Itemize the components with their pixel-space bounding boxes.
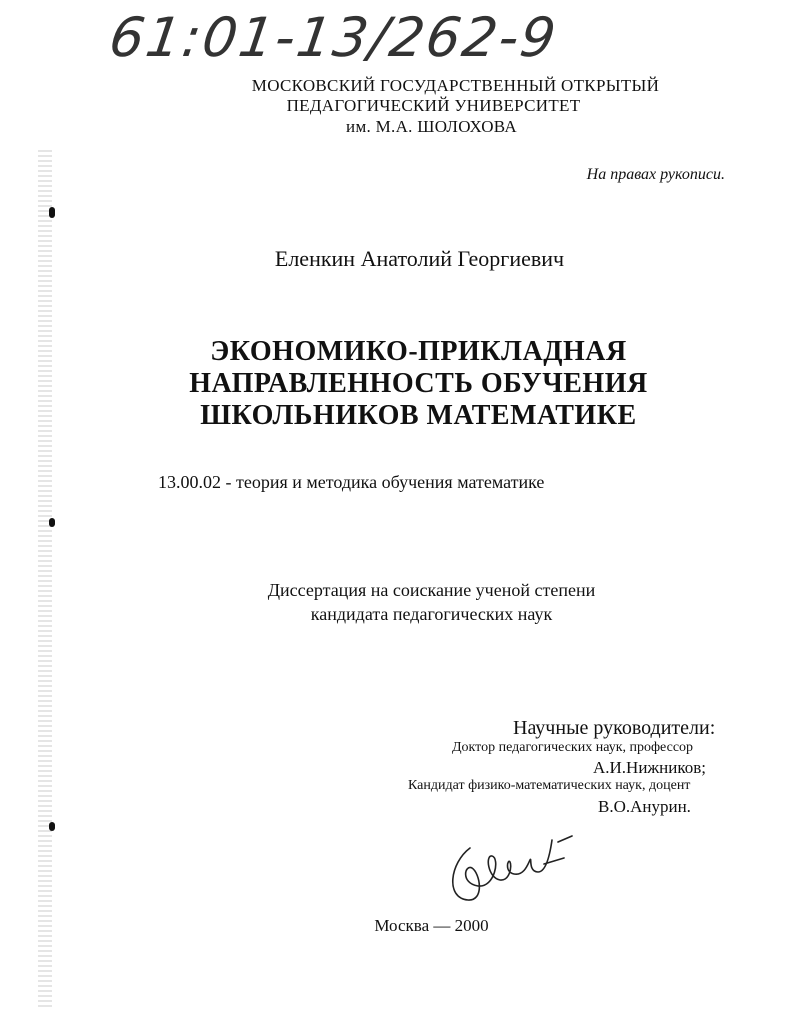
manuscript-rights-note: На правах рукописи. <box>586 166 725 183</box>
author-name: Еленкин Анатолий Георгиевич <box>274 246 565 271</box>
degree-statement-line1: Диссертация на соискание ученой степени <box>267 580 596 600</box>
place-and-year: Москва — 2000 <box>374 916 489 935</box>
supervisor1-name: А.И.Нижников; <box>593 758 707 777</box>
binding-hole-mark <box>49 207 55 218</box>
thesis-title-line1: ЭКОНОМИКО-ПРИКЛАДНАЯ <box>210 336 627 367</box>
university-name-line3: им. М.А. ШОЛОХОВА <box>346 117 517 136</box>
university-name-line1: МОСКОВСКИЙ ГОСУДАРСТВЕННЫЙ ОТКРЫТЫЙ <box>251 76 660 95</box>
handwritten-signature <box>440 828 580 910</box>
degree-statement-line2: кандидата педагогических наук <box>310 604 553 624</box>
thesis-title-line3: ШКОЛЬНИКОВ МАТЕМАТИКЕ <box>200 400 637 431</box>
binding-hole-mark <box>49 822 55 831</box>
university-name-line2: ПЕДАГОГИЧЕСКИЙ УНИВЕРСИТЕТ <box>286 96 581 115</box>
supervisor1-title: Доктор педагогических наук, профессор <box>452 740 694 755</box>
supervisors-heading: Научные руководители: <box>513 717 716 739</box>
handwritten-archive-code: 61:01-13/262-9 <box>105 6 562 69</box>
thesis-title-line2: НАПРАВЛЕННОСТЬ ОБУЧЕНИЯ <box>189 368 648 399</box>
specialty-code: 13.00.02 - теория и методика обучения математике <box>158 472 545 492</box>
binding-hole-mark <box>49 518 55 527</box>
supervisor2-name: В.О.Анурин. <box>598 797 691 816</box>
supervisor2-title: Кандидат физико-математических наук, доцент <box>408 778 691 793</box>
